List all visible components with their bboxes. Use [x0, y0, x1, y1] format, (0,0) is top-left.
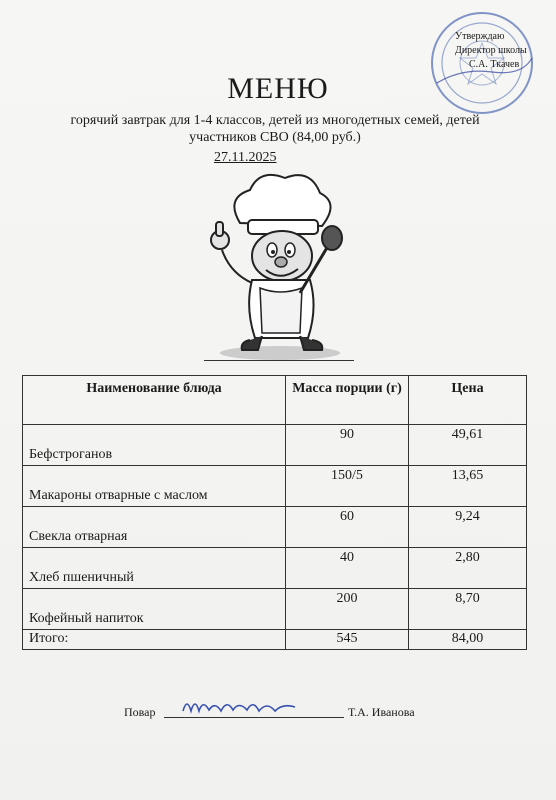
dish-price: 9,24 [409, 507, 527, 548]
signature-block [124, 705, 524, 729]
handwritten-signature [179, 691, 299, 719]
approval-position: Директор школы [455, 45, 527, 56]
total-row [23, 630, 527, 650]
column-header-dish: Наименование блюда [23, 376, 286, 425]
dish-mass: 90 [286, 425, 409, 466]
dish-mass: 40 [286, 548, 409, 589]
dish-name: Свекла отварная [23, 507, 286, 548]
total-mass: 545 [286, 630, 409, 650]
table-row [23, 466, 527, 507]
dish-name: Кофейный напиток [23, 589, 286, 630]
total-label: Итого: [23, 630, 286, 650]
table-header-row [23, 376, 527, 425]
dish-mass: 200 [286, 589, 409, 630]
dish-price: 13,65 [409, 466, 527, 507]
menu-subtitle: горячий завтрак для 1-4 классов, детей из многодетных семей, детей участников СВО (84,00 руб.) [70, 113, 480, 145]
menu-date: 27.11.2025 [214, 150, 277, 165]
table-row [23, 548, 527, 589]
table-row [23, 507, 527, 548]
table-row [23, 425, 527, 466]
column-header-price: Цена [409, 376, 527, 425]
dish-name: Бефстроганов [23, 425, 286, 466]
cook-name: Т.А. Иванова [348, 705, 415, 719]
dish-name: Макароны отварные с маслом [23, 466, 286, 507]
dish-mass: 60 [286, 507, 409, 548]
dish-price: 2,80 [409, 548, 527, 589]
dish-mass: 150/5 [286, 466, 409, 507]
menu-table [22, 375, 527, 650]
column-header-mass: Масса порции (г) [286, 376, 409, 425]
dish-price: 8,70 [409, 589, 527, 630]
approval-block [455, 30, 550, 72]
table-row [23, 589, 527, 630]
approval-line: Утверждаю [455, 31, 505, 42]
divider-line [204, 360, 354, 361]
page-title: МЕНЮ [227, 72, 329, 105]
dish-name: Хлеб пшеничный [23, 548, 286, 589]
total-price: 84,00 [409, 630, 527, 650]
approval-director-name: С.А. Ткачев [469, 59, 520, 70]
dish-price: 49,61 [409, 425, 527, 466]
signature-label: Повар [124, 705, 156, 719]
chef-illustration [200, 168, 360, 363]
